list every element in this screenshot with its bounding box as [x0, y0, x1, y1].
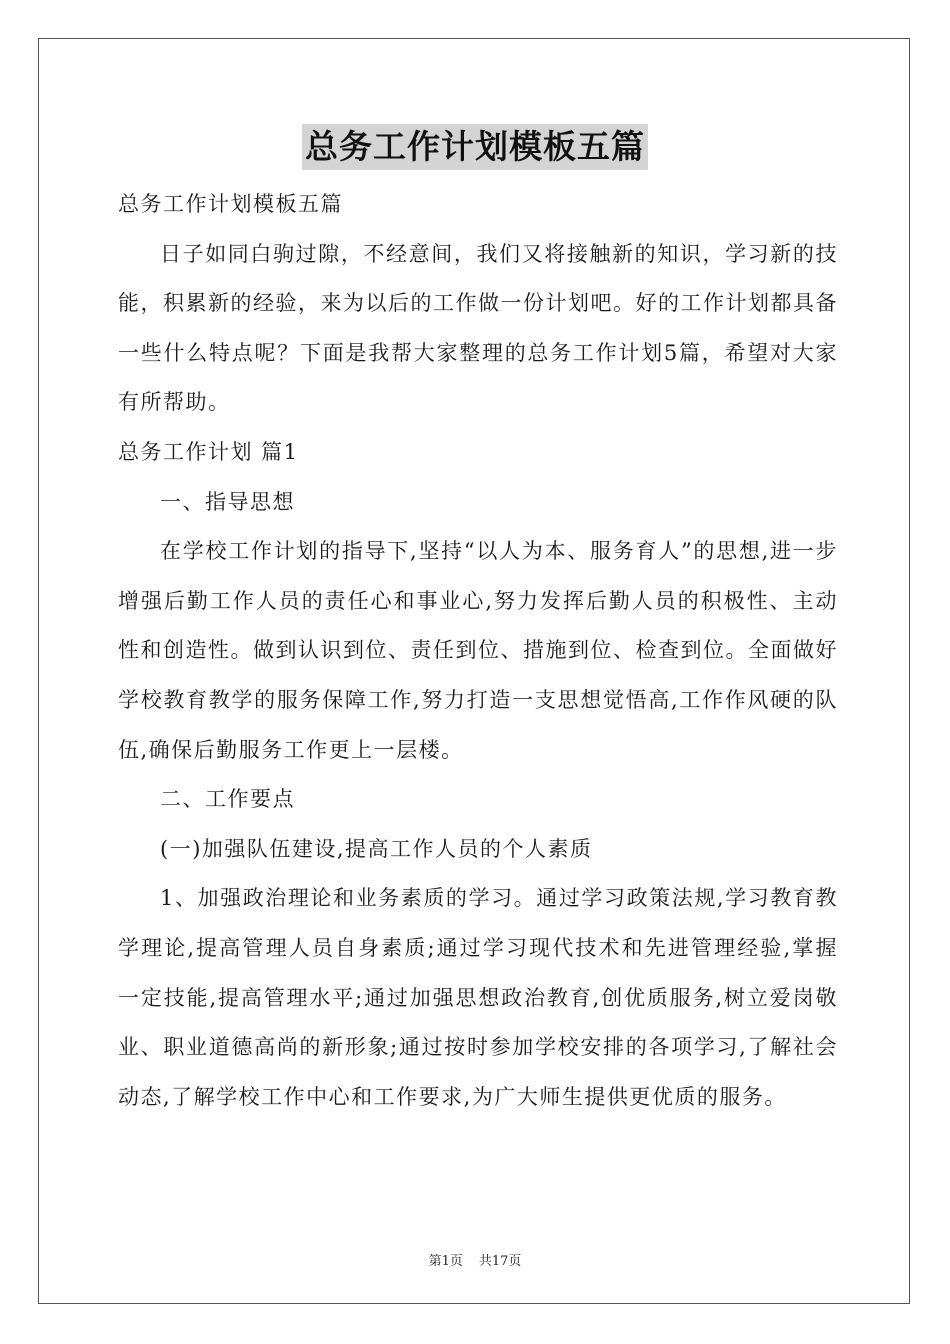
section-heading: 总务工作计划 篇1: [118, 439, 299, 464]
subsection-heading: (一)加强队伍建设,提高工作人员的个人素质: [160, 836, 593, 861]
document-body: [118, 180, 838, 1122]
title-area: [0, 124, 950, 170]
total-pages-label: 共17页: [478, 1254, 522, 1269]
subsection-heading: 二、工作要点: [160, 787, 295, 812]
subsection-heading: 一、指导思想: [160, 489, 295, 514]
page-footer: [0, 1250, 950, 1269]
paragraph: 1、加强政治理论和业务素质的学习。通过学习政策法规,学习教育教学理论,提高管理人员自身素质;通过学习现代技术和先进管理经验,掌握一定技能,提高管理水平;通过加强思想政治教育,创优质服务,树立爱岗敬业、职业道德高尚的新形象;通过按时参加学校安排的各项学习,了解社会动态,了解学校工作中心和工作要求,为广大师生提供更优质的服务。: [118, 886, 838, 1109]
document-title: 总务工作计划模板五篇: [302, 124, 648, 170]
paragraph: 日子如同白驹过隙，不经意间，我们又将接触新的知识，学习新的技能，积累新的经验，来为以后的工作做一份计划吧。好的工作计划都具备一些什么特点呢？下面是我帮大家整理的总务工作计划5篇，希望对大家有所帮助。: [118, 241, 838, 415]
current-page-label: 第1页: [428, 1254, 463, 1269]
paragraph: 总务工作计划模板五篇: [118, 192, 343, 216]
paragraph: 在学校工作计划的指导下,坚持“以人为本、服务育人”的思想,进一步增强后勤工作人员的责任心和事业心,努力发挥后勤人员的积极性、主动性和创造性。做到认识到位、责任到位、措施到位、检查到位。全面做好学校教育教学的服务保障工作,努力打造一支思想觉悟高,工作作风硬的队伍,确保后勤服务工作更上一层楼。: [118, 539, 838, 762]
